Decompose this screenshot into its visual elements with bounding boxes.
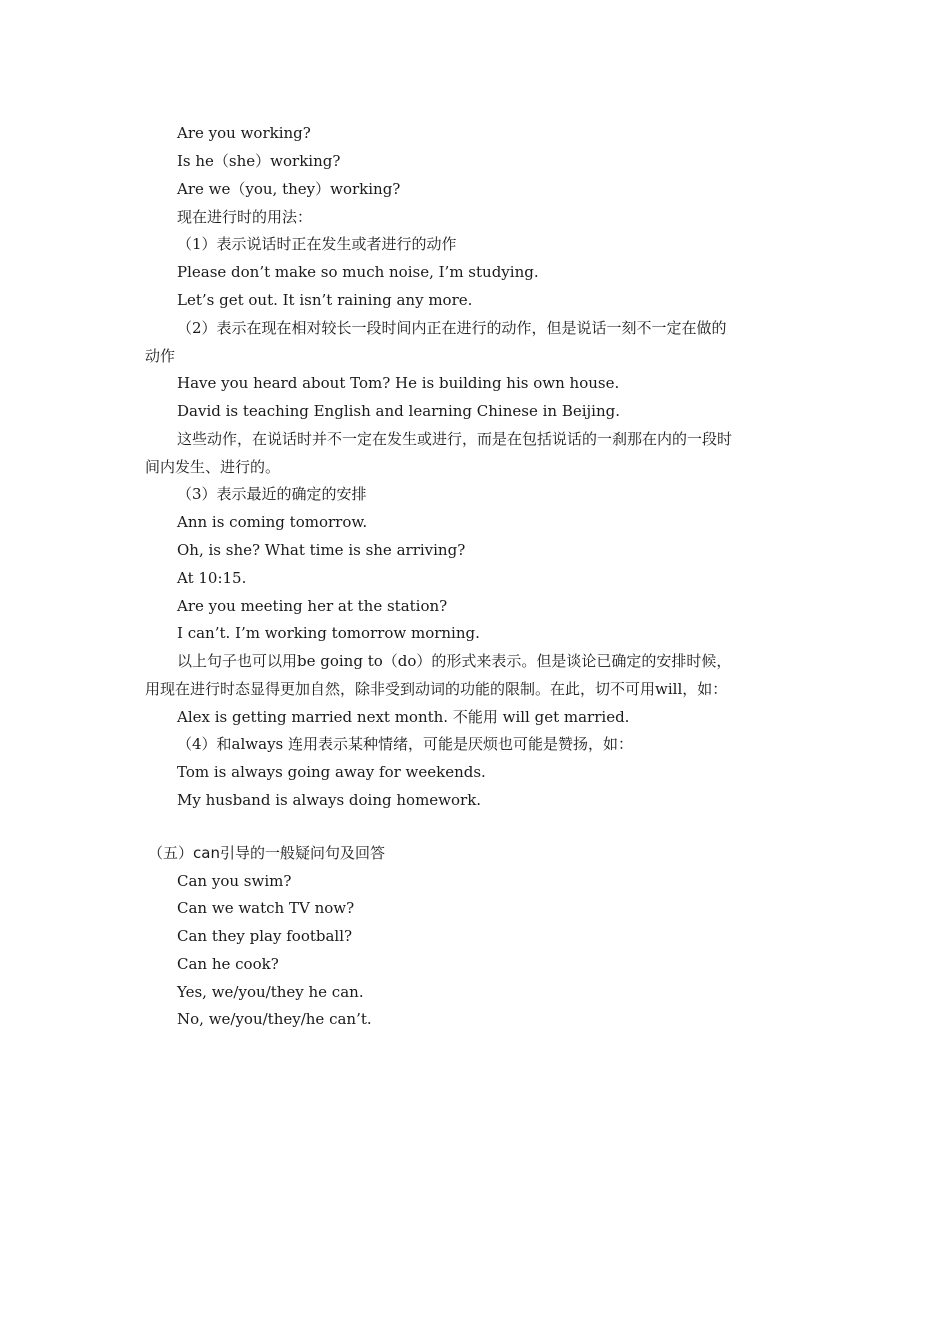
example-sentence: Ann is coming tomorrow. (177, 513, 368, 531)
example-sentence: David is teaching English and learning Chinese in Beijing. (177, 402, 621, 420)
example-sentence: Alex is getting married next month. 不能用 will get married. (177, 708, 630, 726)
section-heading: （五）can引导的一般疑问句及回答 (148, 844, 385, 862)
example-sentence: Have you heard about Tom? He is building his own house. (177, 374, 620, 392)
example-sentence: Are you meeting her at the station? (177, 597, 448, 615)
example-sentence: Is he（she）working? (177, 152, 341, 170)
example-sentence: Let’s get out. It isn’t raining any more. (177, 291, 473, 309)
example-sentence: My husband is always doing homework. (177, 791, 482, 809)
example-sentence: Please don’t make so much noise, I’m studying. (177, 263, 539, 281)
explanation-paragraph: 以上句子也可以用be going to（do）的形式来表示。但是谈论已确定的安排时候， (177, 652, 732, 670)
usage-point-2: （2）表示在现在相对较长一段时间内正在进行的动作，但是说话一刻不一定在做的 (177, 319, 727, 337)
example-sentence: Tom is always going away for weekends. (177, 763, 486, 781)
explanation-paragraph-continued: 用现在进行时态显得更加自然，除非受到动词的功能的限制。在此，切不可用will，如： (145, 680, 728, 698)
usage-point-3: （3）表示最近的确定的安排 (177, 485, 367, 503)
usage-point-2-continued: 动作 (145, 347, 176, 365)
example-answer: No, we/you/they/he can’t. (177, 1010, 372, 1028)
example-sentence: Oh, is she? What time is she arriving? (177, 541, 466, 559)
usage-point-4: （4）和always 连用表示某种情绪，可能是厌烦也可能是赞扬，如： (177, 735, 634, 753)
usage-point-1: （1）表示说话时正在发生或者进行的动作 (177, 235, 457, 253)
example-sentence: Can they play football? (177, 927, 353, 945)
example-sentence: Can he cook? (177, 955, 279, 973)
example-sentence: Are we（you, they）working? (177, 180, 401, 198)
explanation-paragraph: 这些动作，在说话时并不一定在发生或进行，而是在包括说话的一刹那在内的一段时 (177, 430, 733, 448)
example-sentence: At 10:15. (177, 569, 247, 587)
usage-heading: 现在进行时的用法： (177, 208, 313, 226)
example-sentence: Can you swim? (177, 872, 292, 890)
example-sentence: I can’t. I’m working tomorrow morning. (177, 624, 480, 642)
example-answer: Yes, we/you/they he can. (177, 983, 364, 1001)
example-sentence: Can we watch TV now? (177, 899, 355, 917)
explanation-paragraph-continued: 间内发生、进行的。 (145, 458, 281, 476)
example-sentence: Are you working? (177, 124, 311, 142)
